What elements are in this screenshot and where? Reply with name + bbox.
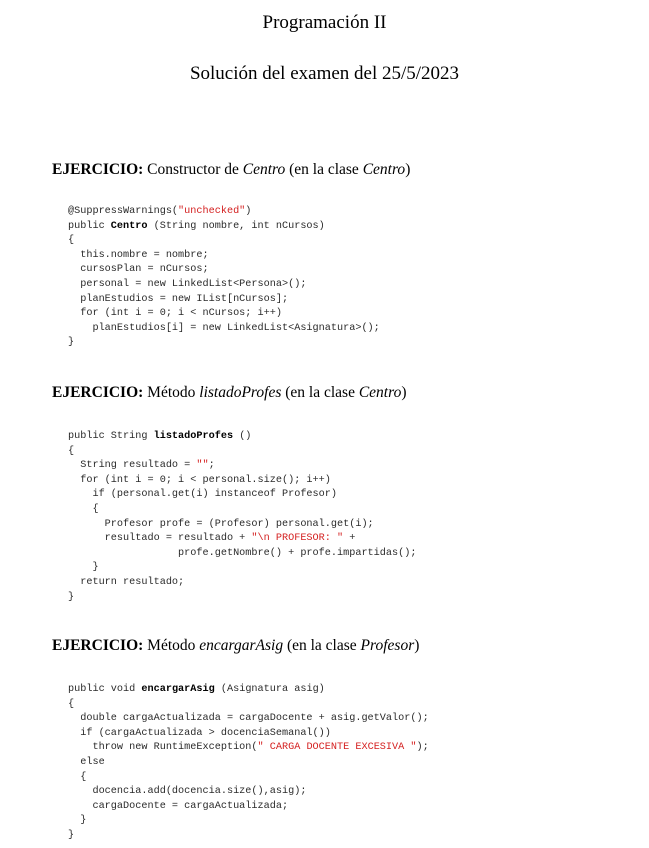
code-line: { — [68, 235, 75, 247]
code-line: throw new RuntimeException(" CARGA DOCENTE EXCESIVA "); — [68, 742, 429, 754]
code-block-encargar-asig — [68, 683, 429, 844]
code-line: } — [68, 815, 87, 827]
section-text: Método — [147, 637, 196, 654]
section-heading-constructor — [52, 161, 410, 179]
section-label: EJERCICIO: — [52, 384, 144, 401]
section-heading-listado-profes — [52, 384, 407, 402]
code-block-listado-profes — [68, 430, 416, 605]
code-line: profe.getNombre() + profe.impartidas(); — [68, 547, 417, 559]
section-label: EJERCICIO: — [52, 637, 144, 654]
section-text: (en la clase — [289, 161, 359, 178]
code-block-constructor — [68, 205, 380, 351]
section-text: (en la clase — [285, 384, 355, 401]
section-italic-name: Centro — [242, 161, 286, 178]
code-line: planEstudios = new IList[nCursos]; — [68, 293, 289, 305]
code-line: Profesor profe = (Profesor) personal.get(i); — [68, 518, 374, 530]
code-line: docencia.add(docencia.size(),asig); — [68, 786, 307, 798]
section-text: ) — [401, 384, 407, 401]
section-italic-name: listadoProfes — [199, 384, 282, 401]
code-line: cargaDocente = cargaActualizada; — [68, 800, 289, 812]
document-title: Programación II — [262, 12, 387, 33]
code-line: this.nombre = nombre; — [68, 249, 209, 261]
code-line: } — [68, 562, 99, 574]
code-line: { — [68, 445, 75, 457]
section-text: ) — [414, 637, 420, 654]
code-line: } — [68, 829, 75, 841]
section-italic-class: Profesor — [360, 637, 415, 654]
code-line: for (int i = 0; i < nCursos; i++) — [68, 308, 282, 320]
code-line: resultado = resultado + "\n PROFESOR: " + — [68, 533, 356, 545]
code-line: if (cargaActualizada > docenciaSemanal()) — [68, 727, 331, 739]
code-line: { — [68, 698, 75, 710]
section-text: Método — [147, 384, 196, 401]
code-line: public void encargarAsig (Asignatura asig) — [68, 684, 325, 695]
section-text: ) — [405, 161, 411, 178]
section-heading-encargar-asig — [52, 637, 419, 655]
code-line: personal = new LinkedList<Persona>(); — [68, 278, 307, 290]
code-line: cursosPlan = nCursos; — [68, 264, 209, 276]
code-line: double cargaActualizada = cargaDocente + asig.getValor(); — [68, 713, 429, 725]
code-line: String resultado = ""; — [68, 460, 215, 472]
code-line: planEstudios[i] = new LinkedList<Asignatura>(); — [68, 322, 380, 334]
code-line: return resultado; — [68, 576, 185, 588]
section-italic-name: encargarAsig — [199, 637, 284, 654]
code-line: @SuppressWarnings("unchecked") — [68, 206, 252, 217]
code-line: { — [68, 503, 99, 515]
code-line: public Centro (String nombre, int nCursos) — [68, 220, 325, 232]
section-text: Constructor de — [147, 161, 239, 178]
section-text: (en la clase — [286, 637, 357, 654]
document-subtitle: Solución del examen del 25/5/2023 — [189, 63, 460, 84]
section-italic-class: Centro — [358, 384, 402, 401]
code-line: else — [68, 756, 105, 768]
code-line: public String listadoProfes () — [68, 431, 252, 442]
code-line: } — [68, 337, 75, 349]
section-label: EJERCICIO: — [52, 161, 144, 178]
section-italic-class: Centro — [362, 161, 406, 178]
code-line: } — [68, 591, 75, 603]
code-line: for (int i = 0; i < personal.size(); i++) — [68, 474, 331, 486]
code-line: { — [68, 771, 87, 783]
code-line: if (personal.get(i) instanceof Profesor) — [68, 489, 337, 501]
